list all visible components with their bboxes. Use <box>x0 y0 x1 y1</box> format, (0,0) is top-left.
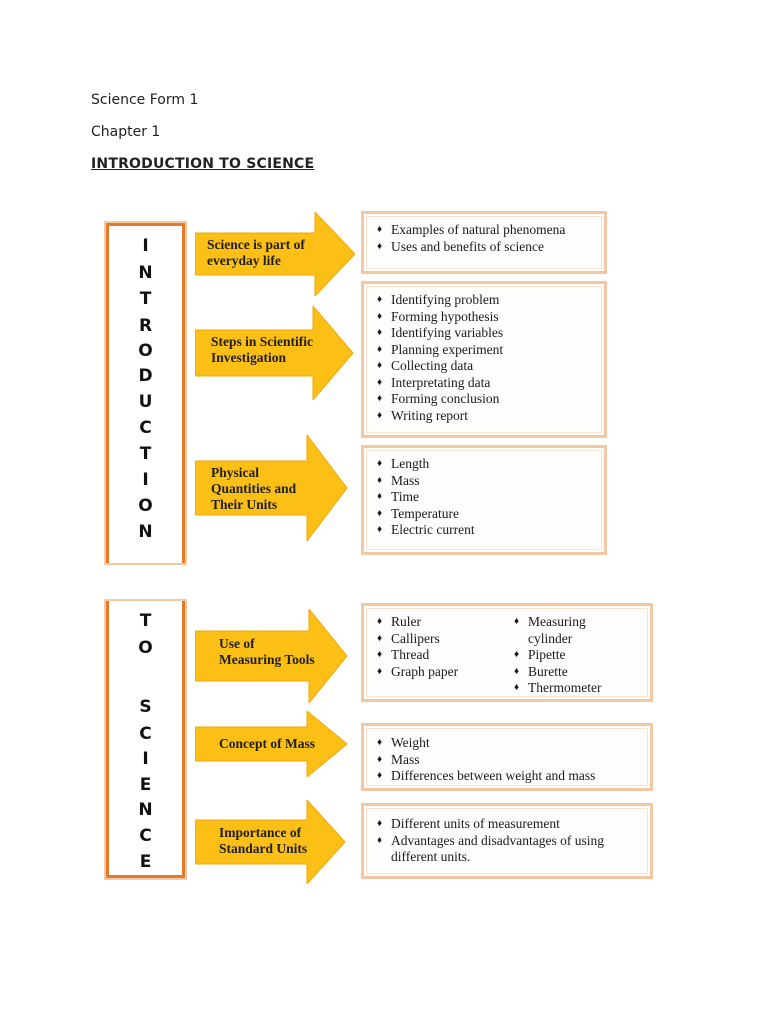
vertical-letter: N <box>138 800 153 820</box>
vertical-letter: T <box>139 611 152 631</box>
list-item: ♦ Weight <box>377 735 430 750</box>
info-box-everyday-life <box>361 211 607 274</box>
list-item: ♦ Measuring <box>514 614 586 629</box>
list-item: cylinder <box>528 630 573 646</box>
list-item: ♦ Graph paper <box>377 663 459 679</box>
list-item: ♦ Writing report <box>377 407 469 423</box>
list-item: ♦ Differences between weight and mass <box>377 768 596 783</box>
arrow-label-line: Investigation <box>211 350 287 365</box>
vertical-letter: I <box>142 236 149 256</box>
list-item: ♦ Burette <box>514 663 568 679</box>
list-item: ♦ Electric current <box>377 522 475 537</box>
list-item: ♦ Time <box>377 489 420 504</box>
chapter-title: INTRODUCTION TO SCIENCE <box>91 156 315 172</box>
list-item: ♦ Planning experiment <box>377 341 504 357</box>
vertical-letter: T <box>139 289 152 309</box>
vertical-letter: C <box>139 826 152 846</box>
list-item: ♦ Temperature <box>377 505 460 521</box>
arrow-measuring-tools <box>195 609 355 703</box>
list-item: ♦ Callipers <box>377 630 440 646</box>
vertical-word-introduction <box>106 223 185 563</box>
arrow-label-line: Physical <box>211 465 260 480</box>
arrow-physical-quantities <box>195 435 355 541</box>
list-item: ♦ Pipette <box>514 647 566 662</box>
vertical-letter: O <box>138 638 153 658</box>
vertical-letter: D <box>138 366 153 386</box>
list-item: ♦ Forming hypothesis <box>377 308 499 324</box>
arrow-label-line: Science is part of <box>207 237 305 252</box>
arrow-label-line: everyday life <box>207 253 281 268</box>
list-item: ♦ Identifying problem <box>377 292 500 307</box>
arrow-concept-of-mass <box>195 711 355 777</box>
vertical-word-to-science <box>106 601 185 878</box>
arrow-label-line: Use of <box>219 636 255 651</box>
arrow-everyday-life <box>195 212 355 296</box>
vertical-letter: I <box>142 470 149 490</box>
info-box-standard-units <box>361 803 653 879</box>
vertical-letter: C <box>139 724 152 744</box>
info-box-scientific-investigation <box>361 281 607 438</box>
list-item: ♦ Thread <box>377 647 430 662</box>
list-item: ♦ Examples of natural phenomena <box>377 222 566 237</box>
arrow-scientific-investigation <box>195 306 355 400</box>
list-item: different units. <box>391 849 471 864</box>
list-item: ♦ Different units of measurement <box>377 816 560 831</box>
vertical-letter: U <box>138 392 153 412</box>
form-label: Science Form 1 <box>91 92 199 108</box>
vertical-letter: S <box>139 697 152 717</box>
arrow-label-line: Steps in Scientific <box>211 334 314 349</box>
list-item: ♦ Length <box>377 456 430 471</box>
vertical-letter: O <box>138 341 153 361</box>
arrow-label-line: Importance of <box>219 825 302 840</box>
list-item: ♦ Mass <box>377 472 420 488</box>
list-item: ♦ Identifying variables <box>377 325 504 340</box>
arrow-label-line: Measuring Tools <box>219 652 315 667</box>
vertical-letter: I <box>142 749 149 769</box>
list-item: ♦ Interpretating data <box>377 374 491 390</box>
vertical-letter: N <box>138 522 153 542</box>
info-box-physical-quantities <box>361 445 607 555</box>
list-item: ♦ Thermometer <box>514 680 602 695</box>
vertical-letter: N <box>138 263 153 283</box>
arrow-label-line: Concept of Mass <box>219 736 315 751</box>
list-item: ♦ Uses and benefits of science <box>377 238 544 254</box>
list-item: ♦ Forming conclusion <box>377 391 500 406</box>
arrow-label-line: Quantities and <box>211 481 297 496</box>
vertical-letter: O <box>138 496 153 516</box>
info-box-concept-of-mass <box>361 723 653 791</box>
list-item: ♦ Advantages and disadvantages of using <box>377 832 604 848</box>
info-box-measuring-tools <box>361 603 653 702</box>
list-item: ♦ Ruler <box>377 614 421 629</box>
vertical-letter: E <box>139 775 152 795</box>
vertical-letter: E <box>139 852 152 872</box>
list-item: ♦ Mass <box>377 751 420 767</box>
chapter-label: Chapter 1 <box>91 124 161 140</box>
vertical-letter: R <box>138 316 153 336</box>
arrow-label-line: Their Units <box>211 497 278 512</box>
vertical-letter: C <box>139 418 152 438</box>
arrow-standard-units <box>195 800 355 884</box>
arrow-label-line: Standard Units <box>219 841 308 856</box>
list-item: ♦ Collecting data <box>377 358 474 373</box>
vertical-letter: T <box>139 444 152 464</box>
